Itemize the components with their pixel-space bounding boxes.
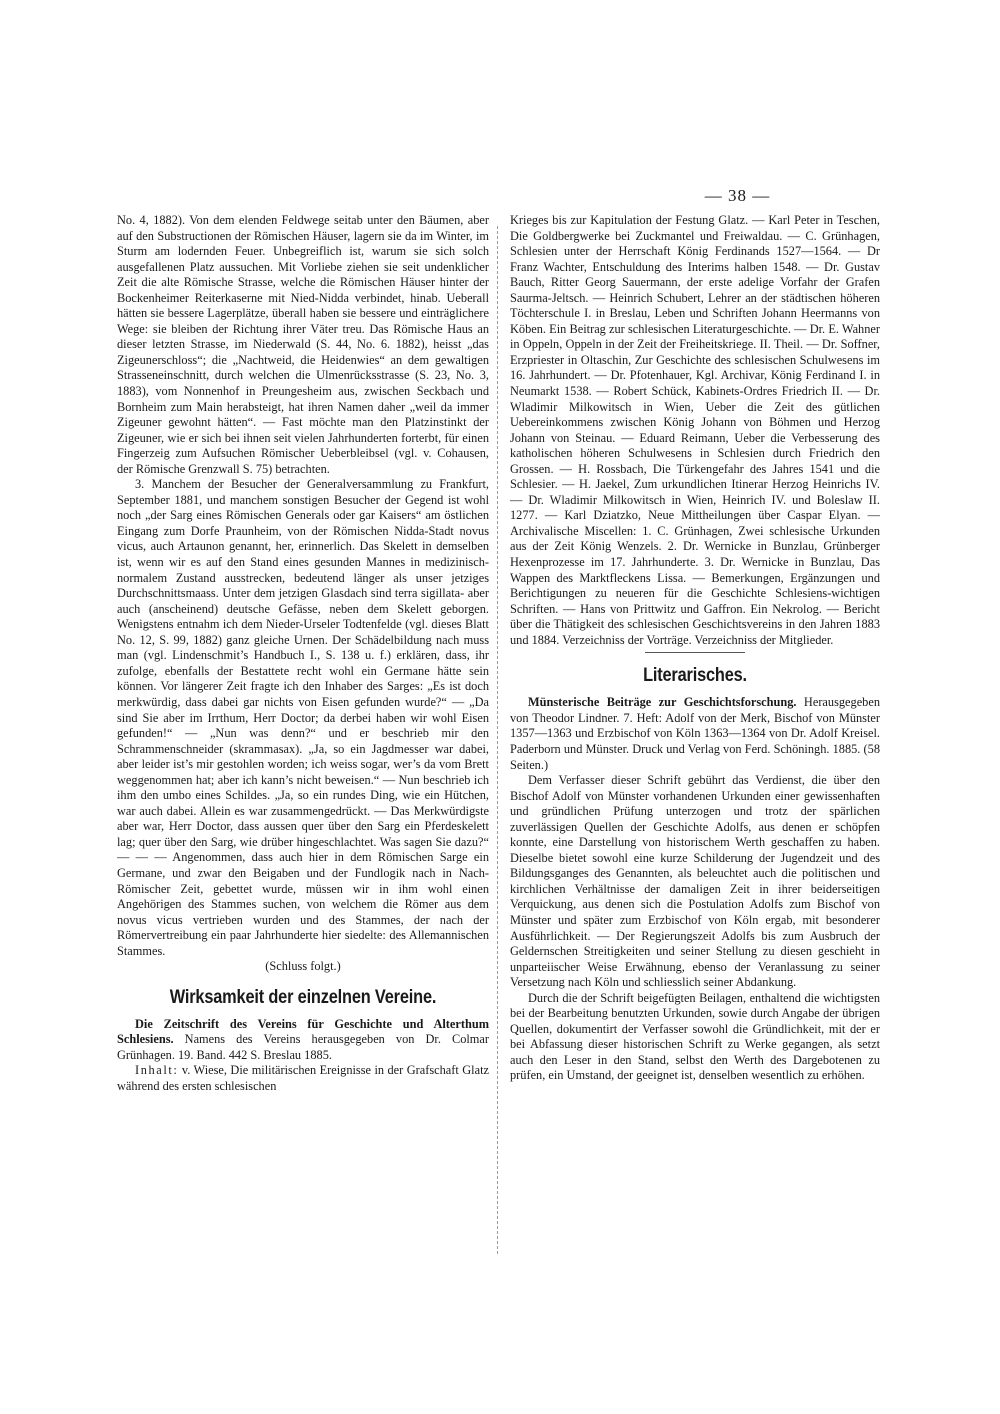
section-heading: Literarisches. bbox=[643, 665, 747, 687]
contents-paragraph bbox=[117, 1063, 489, 1094]
entry-title: Die Zeitschrift des Vereins für Geschichte und Alterthum Schlesiens. bbox=[117, 1016, 489, 1047]
body-paragraph: No. 4, 1882). Von dem elenden Feldwege seitab unter den Bäumen, aber auf den Substructionen der Römischen Häuser, lagern sie da im Winter, im Sturm am lodernden Feuer. Unbegreiflich ist, warum sie sich solch ausgefallenen Platz aussuchen. Mit Vorliebe ziehen sie seit undenklicher Zeit die alte Römische Strasse, welche die Römischen Häuser hinter der Bockenheimer Reiterkaserne mit Nied-Nidda verbindet, hinab. Ueberall hätten sie bessere Lagerplätze, überall haben sie bessere und einträglichere Wege: sie bleiben der Richtung ihrer Väter treu. Das Römische Haus an dieser letzten Strasse, im Niederwald (S. 44, No. 6. 1882), heisst „das Zigeunerschloss“; die „Nachtweid, die Heidenwies“ an dem gewaltigen Strasseneinschnitt, durch welchen die Ulmenrücksstrasse (S. 23, No. 3, 1883), vom Nonnenhof in Preungesheim aus, zwischen Seckbach und Bornheim zum Main herabsteigt, hat ihren Namen daher „weil da immer Zigeuner gewohnt hätten“. — Fast möchte man den Platzinstinkt der Zigeuner, wie er sich bei ihnen seit vielen Jahrhunderten forterbt, für einen Fingerzeig zum Aufsuchen Römischer Ueberbleibsel (vgl. v. Cohausen, der Römische Grenzwall S. 75) betrachten. bbox=[117, 213, 489, 476]
right-column bbox=[510, 213, 880, 1084]
entry-details: Herausgegeben von Theodor Lindner. 7. Heft: Adolf von der Merk, Bischof von Münster 1357—1363 und Erzbischof von Köln 1363—1364 von Dr. Adolf Kreisel. Paderborn und Münster. Druck und Verlag von Ferd. Schöningh. 1885. (58 Seiten.) bbox=[510, 695, 881, 772]
divider-rule bbox=[645, 652, 745, 653]
bibliographic-entry bbox=[117, 1017, 489, 1064]
entry-title: Münsterische Beiträge zur Geschichtsforschung. bbox=[528, 695, 797, 710]
section-heading: Wirksamkeit der einzelnen Vereine. bbox=[169, 986, 437, 1008]
page-number: — 38 — bbox=[704, 186, 771, 205]
body-paragraph: Durch die der Schrift beigefügten Beilagen, enthaltend die wichtigsten bei der Bearbeitung benutzten Urkunden, sowie durch Angabe der übrigen Quellen, dokumentirt der Verfasser sowohl die Gründlichkeit, mit der er bei Abfassung dieser historischen Schrift zu Werke gegangen, als setzt auch den Leser in den Stand, selbst den Werth des Dargebotenen zu prüfen, ein Umstand, der geeignet ist, denselben wesentlich zu erhöhen. bbox=[510, 990, 880, 1083]
contents-continuation: Krieges bis zur Kapitulation der Festung Glatz. — Karl Peter in Teschen, Die Goldbergwerke bei Zuckmantel und Freiwaldau. — C. Grünhagen, Schlesien unter der Herrschaft König Ferdinands 1527—1564. — Dr Franz Wachter, Entschuldung des Interims halben 1548. — Dr. Gustav Bauch, Ritter Georg Sauermann, der erste adelige Vorfahr der Grafen Saurma-Jeltsch. — Heinrich Schubert, Lehrer an der städtischen höheren Töchterschule I. in Breslau, Leben und Schriften Johann Heermanns von Köben. Ein Beitrag zur schlesischen Literaturgeschichte. — Dr. E. Wahner in Oppeln, Oppeln in der Zeit der Freiheitskriege. II. Theil. — Dr. Soffner, Erzpriester in Oltaschin, Zur Geschichte des schlesischen Schulwesens im 16. Jahrhundert. — Dr. Pfotenhauer, Kgl. Archivar, König Ferdinand I. in Neumarkt 1538. — Robert Schück, Kabinets-Ordres Friedrich II. — Dr. Wladimir Milkowitsch in Wien, Ueber die Zeit des gütlichen Uebereinkommens zwischen König Johann von Böhmen und Herzog Johann von Steinau. — Eduard Reimann, Ueber die Verbesserung des katholischen höheren Schulwesens in Schlesien durch Friedrich den Grossen. — H. Rossbach, Die Türkengefahr des Jahres 1541 und die Schlesier. — H. Jaekel, Zum urkundlichen Itinerar Herzog Heinrichs IV. — Dr. Wladimir Milkowitsch in Wien, Heinrich IV. und Boleslaw II. 1277. — Karl Dziatzko, Neue Mittheilungen über Caspar Elyan. — Archivalische Miscellen: 1. C. Grünhagen, Zwei schlesische Urkunden aus der Zeit König Wenzels. 2. Dr. Wernicke in Bunzlau, Grünberger Hexenprozesse im 17. Jahrhunderte. 3. Dr. Wernicke in Bunzlau, Das Wappen des Marktfleckens Lissa. — Bemerkungen, Ergänzungen und Berichtigungen zu neueren für die Geschichte Schlesiens-wichtigen Schriften. — Hans von Prittwitz und Gaffron. Ein Nekrolog. — Bericht über die Thätigkeit des schlesischen Geschichtsvereins in den Jahren 1883 und 1884. Verzeichniss der Vorträge. Verzeichniss der Mitglieder. bbox=[510, 213, 880, 647]
body-paragraph: 3. Manchem der Besucher der Generalversammlung zu Frankfurt, September 1881, und manchem sonstigen Besucher der Gegend ist wohl noch „der Sarg eines Römischen Generals oder gar Kaisers“ am östlichen Eingang zum Dorfe Praunheim, von der Römischen Nidda-Stadt novus vicus, auch Artaunon genannt, her, erinnerlich. Das Skelett in demselben ist, wenn wir es auf den Stand eines gesunden Mannes in medizinisch-normalem Zustand ausstrecken, bedeutend länger als unser jetziges Durchschnittsmaass. Unter dem jetzigen Glasdach sind terra sigillata- aber auch (anscheinend) deutsche Gefässe, neben dem Skelett geborgen. Wenigstens entnahm ich dem Nieder-Urseler Todtenfelde (vgl. dieses Blatt No. 12, S. 99, 1882) ganz gleiche Urnen. Der Schädelbildung nach muss man (vgl. Lindenschmit’s Handbuch I., S. 138 u. f.) erklären, dass, ihr zufolge, ebenfalls der Bestattete recht wohl ein Germane hätte sein können. Vor längerer Zeit fragte ich den Inhaber des Sarges: „Es ist doch merkwürdig, dass dabei gar nichts von Eisen gefunden wurde?“ — „Da sind Sie aber im Irrthum, Herr Doctor; da derbei haben wir wohl Eisen gefunden!“ — „Nun was denn?“ und er beschrieb mir den Schrammenschneider (skrammasax). „Ja, so ein Jagdmesser war dabei, aber leider ist’s mir gestohlen worden; ich weiss sogar, wer’s da vom Brett weggenommen hat; aber ich kann’s nicht beweisen.“ — Nun beschrieb ich ihm den umbo eines Schildes. „Ja, so ein rundes Ding, wie ein Hütchen, war auch dabei. Allein es war zusammengedrückt. — Das Merkwürdigste aber war, Herr Doctor, dass aussen quer über den Sarg ein Pferdeskelett lag; quer über den Sarg, wie drüber hingeschlachtet. Was sagen Sie dazu?“ — — — Angenommen, dass auch hier in dem Römischen Sarge ein Germane, und zwar den Beigaben und der Fundlogik nach in Nach-Römischer Zeit, gebettet wurde, müssen wir in ihm wohl einen Angehörigen des Stammes suchen, von welchem die Römer aus dem novus vicus vertrieben wurden und des Stammes, der nach der Römervertreibung ein paar Jahrhunderte hier siedelte: des Allemannischen Stammes. bbox=[117, 477, 489, 958]
contents-text: v. Wiese, Die militärischen Ereignisse in der Grafschaft Glatz während des ersten schlesischen bbox=[117, 1063, 489, 1093]
body-paragraph: Dem Verfasser dieser Schrift gebührt das Verdienst, die über den Bischof Adolf von Münster vorhandenen Urkunden einer gewissenhaften und gründlichen Prüfung unterzogen und trotz der spärlichen zuverlässigen Quellen der Geschichte Adolfs, aus denen er schöpfen konnte, eine Darstellung von historischem Werth geschaffen zu haben. Dieselbe bietet sowohl eine kurze Schilderung der Jugendzeit und des Bildungsganges des Genannten, als beleuchtet auch die politischen und kirchlichen Verhältnisse der damaligen Zeit in ihrer beiderseitigen Verquickung, aus denen sich die Postulation Adolfs zum Bischof von Münster und später zum Erzbischof von Köln ergab, mit besonderer Ausführlichkeit. — Der Regierungszeit Adolfs bis zum Ausbruch der Geldernschen Streitigkeiten und seiner Stellung zu diesen geschieht in unparteiischer Weise Erwähnung, ebenso der Veranlassung zu seiner Versetzung nach Köln und schliesslich seiner Abdankung. bbox=[510, 773, 880, 990]
entry-details: Namens des Vereins herausgegeben von Dr. Colmar Grünhagen. 19. Band. 442 S. Breslau 1885. bbox=[117, 1032, 489, 1062]
column-divider bbox=[497, 226, 498, 1254]
bibliographic-entry bbox=[510, 695, 880, 773]
contents-label: Inhalt: bbox=[135, 1063, 179, 1078]
sign-off: (Schluss folgt.) bbox=[265, 959, 341, 974]
left-column bbox=[117, 213, 489, 1095]
